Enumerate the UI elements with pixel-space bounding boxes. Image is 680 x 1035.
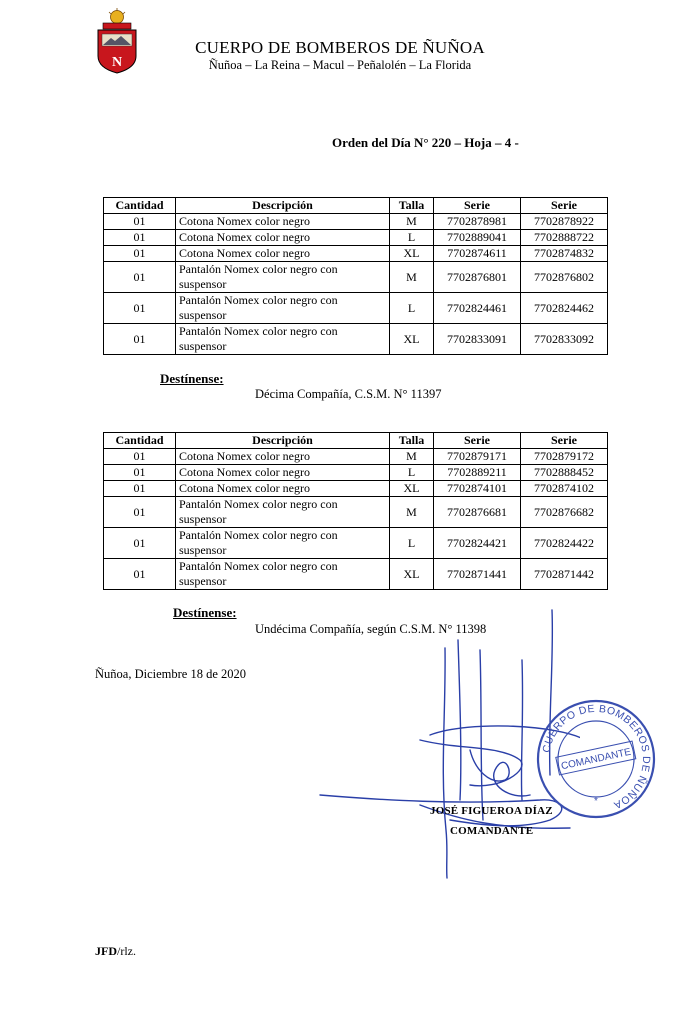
col-descripcion: Descripción [176,198,390,214]
crest-logo [95,8,139,74]
cell-talla: L [390,465,434,481]
cell-descripcion: Pantalón Nomex color negro con suspensor [176,497,390,528]
cell-serie-2: 7702888722 [521,230,608,246]
cell-serie-2: 7702874102 [521,481,608,497]
cell-serie-1: 7702874611 [434,246,521,262]
cell-descripcion: Cotona Nomex color negro [176,449,390,465]
cell-talla: M [390,214,434,230]
destination-label: Destínense: [173,605,237,620]
cell-descripcion: Pantalón Nomex color negro con suspensor [176,559,390,590]
table-header-row [104,433,608,449]
cell-talla: L [390,230,434,246]
cell-talla: L [390,528,434,559]
col-descripcion: Descripción [176,433,390,449]
order-title: Orden del Día N° 220 – Hoja – 4 - [332,135,519,150]
cell-descripcion: Cotona Nomex color negro [176,481,390,497]
cell-talla: XL [390,246,434,262]
cell-talla: XL [390,324,434,355]
cell-cantidad: 01 [104,449,176,465]
destination-text: Décima Compañía, C.S.M. N° 11397 [255,387,442,401]
cell-serie-2: 7702824422 [521,528,608,559]
cell-descripcion: Cotona Nomex color negro [176,214,390,230]
cell-cantidad: 01 [104,262,176,293]
cell-cantidad: 01 [104,497,176,528]
cell-cantidad: 01 [104,481,176,497]
signatory-name: JOSÉ FIGUEROA DÍAZ [430,805,553,817]
cell-serie-1: 7702878981 [434,214,521,230]
table-row [104,465,608,481]
cell-cantidad: 01 [104,230,176,246]
table-row [104,230,608,246]
cell-talla: XL [390,559,434,590]
cell-serie-1: 7702874101 [434,481,521,497]
cell-serie-1: 7702889041 [434,230,521,246]
cell-serie-2: 7702876802 [521,262,608,293]
table-header-row [104,198,608,214]
organization-name: CUERPO DE BOMBEROS DE ÑUÑOA [195,38,485,57]
cell-descripcion: Pantalón Nomex color negro con suspensor [176,293,390,324]
cell-serie-2: 7702876682 [521,497,608,528]
cell-descripcion: Cotona Nomex color negro [176,465,390,481]
table-row [104,214,608,230]
table-row [104,481,608,497]
cell-serie-2: 7702824462 [521,293,608,324]
cell-serie-1: 7702824461 [434,293,521,324]
cell-descripcion: Cotona Nomex color negro [176,246,390,262]
cell-serie-1: 7702879171 [434,449,521,465]
cell-cantidad: 01 [104,293,176,324]
equipment-table-1 [103,197,608,355]
cell-cantidad: 01 [104,214,176,230]
cell-cantidad: 01 [104,465,176,481]
destination-label: Destínense: [160,371,224,386]
cell-descripcion: Pantalón Nomex color negro con suspensor [176,324,390,355]
table-row [104,293,608,324]
col-serie-1: Serie [434,433,521,449]
seal-center-text: COMANDANTE [560,746,633,773]
official-seal-stamp [535,698,657,820]
cell-serie-2: 7702879172 [521,449,608,465]
cell-talla: M [390,497,434,528]
reference-initials [95,944,136,959]
cell-serie-1: 7702876801 [434,262,521,293]
table-row [104,324,608,355]
table-body [104,214,608,355]
col-talla: Talla [390,433,434,449]
col-talla: Talla [390,198,434,214]
cell-descripcion: Pantalón Nomex color negro con suspensor [176,528,390,559]
cell-cantidad: 01 [104,324,176,355]
cell-serie-1: 7702833091 [434,324,521,355]
crest-letter: N [111,55,123,70]
cell-talla: XL [390,481,434,497]
cell-serie-1: 7702876681 [434,497,521,528]
cell-serie-2: 7702878922 [521,214,608,230]
initials-rest: /rlz. [117,944,136,958]
cell-serie-1: 7702824421 [434,528,521,559]
cell-serie-1: 7702871441 [434,559,521,590]
cell-cantidad: 01 [104,528,176,559]
cell-cantidad: 01 [104,559,176,590]
col-serie-1: Serie [434,198,521,214]
cell-descripcion: Cotona Nomex color negro [176,230,390,246]
cell-talla: M [390,449,434,465]
table-row [104,246,608,262]
cell-serie-2: 7702833092 [521,324,608,355]
cell-talla: L [390,293,434,324]
initials-bold: JFD [95,944,117,958]
table-row [104,262,608,293]
col-serie-2: Serie [521,433,608,449]
cell-serie-2: 7702888452 [521,465,608,481]
table-row [104,528,608,559]
cell-talla: M [390,262,434,293]
seal-ring-text: CUERPO DE BOMBEROS DE ÑUÑOA [540,702,653,812]
organization-communes: Ñuñoa – La Reina – Macul – Peñalolén – La Florida [208,58,472,72]
cell-cantidad: 01 [104,246,176,262]
cell-serie-1: 7702889211 [434,465,521,481]
destination-text: Undécima Compañía, según C.S.M. N° 11398 [255,622,487,636]
table-row [104,497,608,528]
table-row [104,449,608,465]
col-cantidad: Cantidad [104,433,176,449]
equipment-table-2 [103,432,608,590]
svg-text:*: * [594,796,598,807]
date-line: Ñuñoa, Diciembre 18 de 2020 [95,667,247,681]
table-body [104,449,608,590]
col-cantidad: Cantidad [104,198,176,214]
table-row [104,559,608,590]
col-serie-2: Serie [521,198,608,214]
cell-serie-2: 7702871442 [521,559,608,590]
cell-descripcion: Pantalón Nomex color negro con suspensor [176,262,390,293]
signatory-title: COMANDANTE [450,825,534,837]
cell-serie-2: 7702874832 [521,246,608,262]
